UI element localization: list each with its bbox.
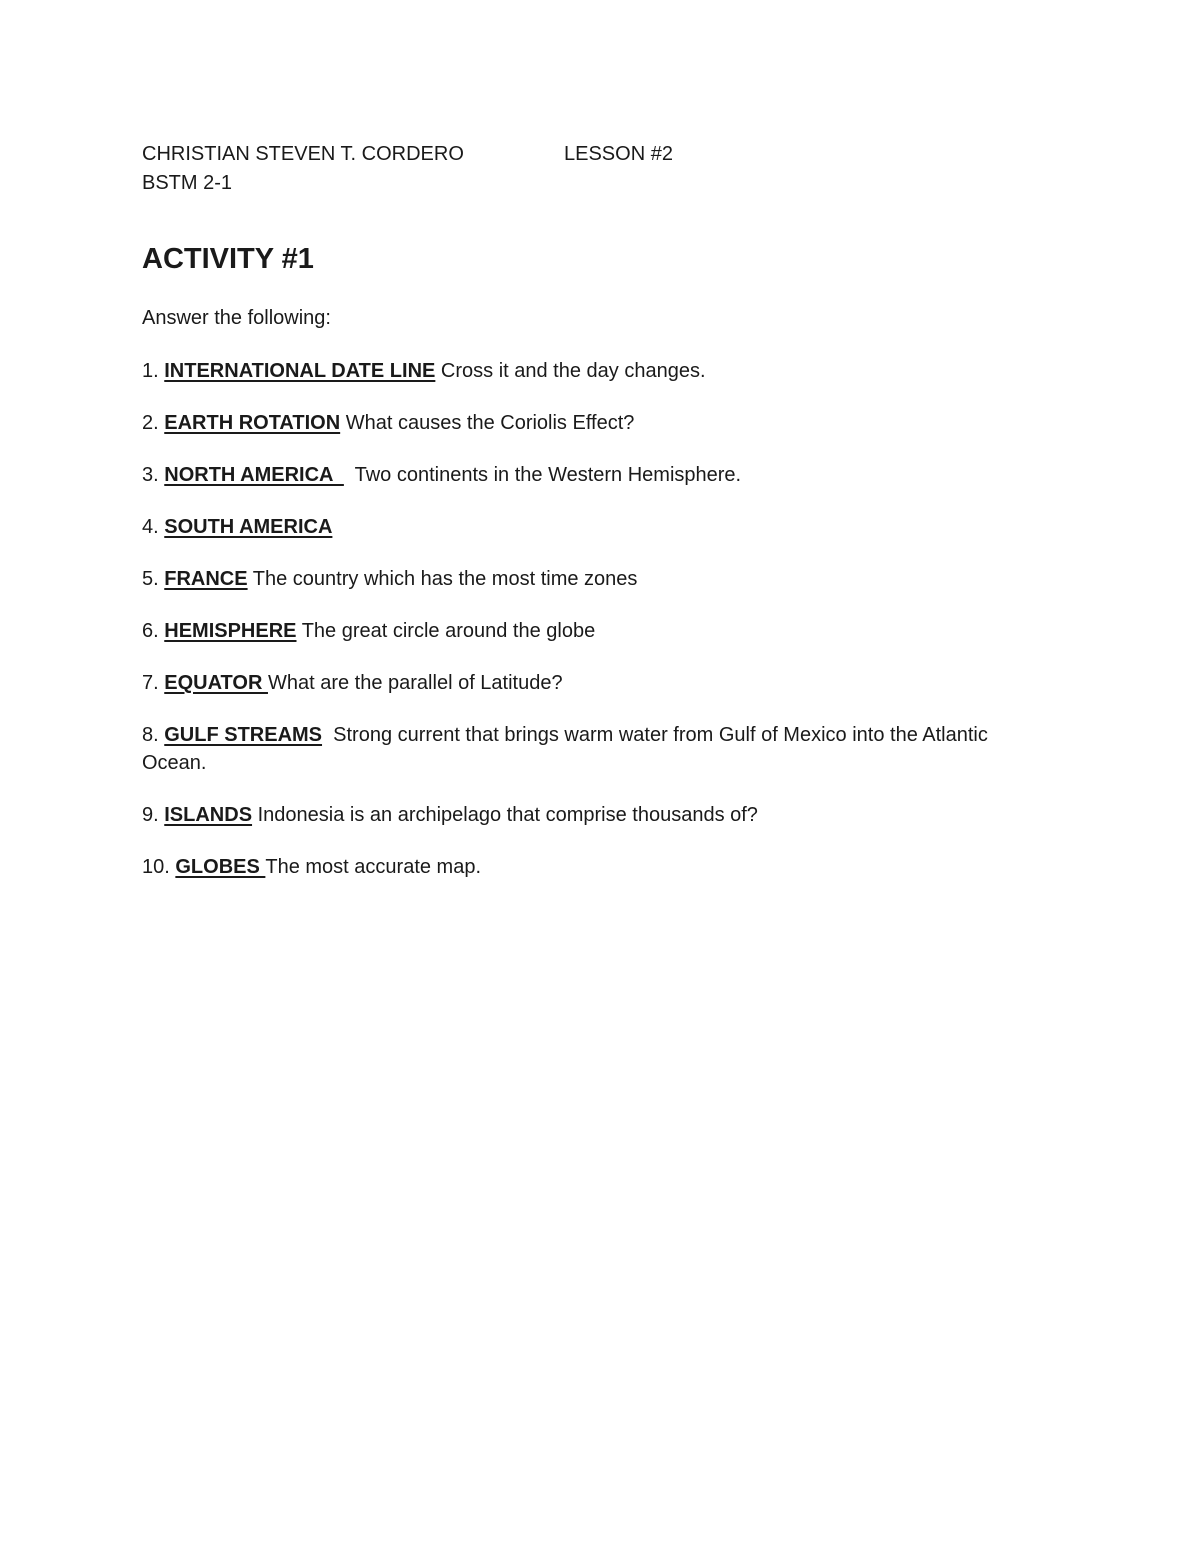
- section-code: BSTM 2-1: [142, 172, 233, 194]
- item-question: Cross it and the day changes.: [435, 360, 706, 382]
- instruction-text: Answer the following:: [142, 307, 331, 329]
- list-item: [142, 721, 1022, 777]
- list-item: [142, 357, 1022, 385]
- item-number: 2.: [142, 412, 165, 434]
- item-number: 7.: [142, 672, 165, 694]
- lesson-label: LESSON #2: [564, 143, 673, 165]
- item-question: Two continents in the Western Hemisphere.: [343, 464, 742, 486]
- list-item: [142, 853, 1022, 881]
- item-number: 10.: [142, 856, 176, 878]
- item-number: 6.: [142, 620, 165, 642]
- item-question: Indonesia is an archipelago that comprise thousands of?: [252, 804, 758, 826]
- item-answer: INTERNATIONAL DATE LINE: [164, 360, 436, 382]
- item-number: 4.: [142, 516, 165, 538]
- list-item: [142, 669, 1022, 697]
- item-answer: SOUTH AMERICA: [164, 516, 333, 538]
- item-question: The country which has the most time zones: [247, 568, 638, 590]
- item-number: 3.: [142, 464, 165, 486]
- item-answer: ISLANDS: [164, 804, 253, 826]
- list-item: [142, 801, 1022, 829]
- item-answer: HEMISPHERE: [164, 620, 297, 642]
- item-answer: FRANCE: [164, 568, 248, 590]
- item-number: 5.: [142, 568, 165, 590]
- student-name: CHRISTIAN STEVEN T. CORDERO: [142, 143, 464, 165]
- item-number: 9.: [142, 804, 165, 826]
- item-question: The great circle around the globe: [296, 620, 596, 642]
- list-item: [142, 513, 1022, 541]
- list-item: [142, 617, 1022, 645]
- list-item: [142, 461, 1022, 489]
- activity-title: ACTIVITY #1: [142, 243, 314, 275]
- item-answer: NORTH AMERICA: [164, 464, 344, 486]
- list-item: [142, 409, 1022, 437]
- item-question: What are the parallel of Latitude?: [267, 672, 563, 694]
- item-answer: EQUATOR: [164, 672, 268, 694]
- answer-list: [142, 357, 1022, 905]
- item-number: 1.: [142, 360, 165, 382]
- list-item: [142, 565, 1022, 593]
- item-question: Strong current that brings warm water from Gulf of Mexico into the Atlantic Ocean.: [142, 724, 994, 774]
- item-question: What causes the Coriolis Effect?: [340, 412, 635, 434]
- item-answer: EARTH ROTATION: [164, 412, 341, 434]
- item-question: The most accurate map.: [265, 856, 482, 878]
- item-number: 8.: [142, 724, 165, 746]
- item-answer: GLOBES: [175, 856, 266, 878]
- item-answer: GULF STREAMS: [164, 724, 323, 746]
